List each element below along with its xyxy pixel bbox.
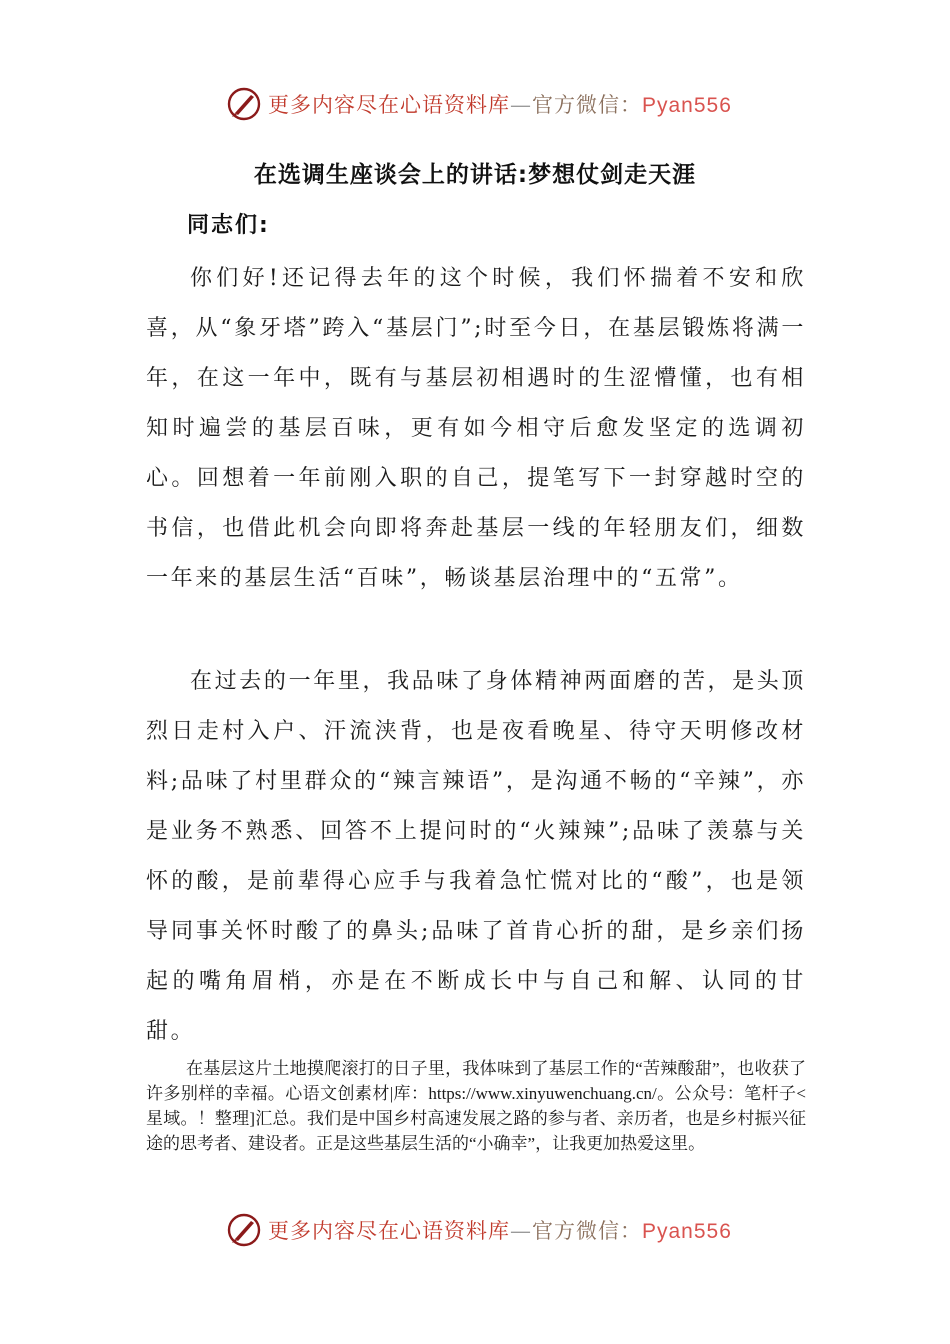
small-paragraph: 在基层这片土地摸爬滚打的日子里，我体味到了基层工作的“苦辣酸甜”，也收获了许多别样的幸福。心语文创素材|库：https://www.xinyuwenchuang.cn/。公众号：笔杆子<星域。！整理]汇总。我们是中国乡村高速发展之路的参与者、亲历者，也是乡村振兴征途的思考者、建设者。正是这些基层生活的“小确幸”，让我更加热爱这里。 xyxy=(146,1059,806,1153)
banner-text xyxy=(268,1215,732,1245)
header-banner xyxy=(226,82,732,126)
banner-wechat-label: 官方微信： xyxy=(532,93,642,117)
banner-wechat-id: Pyan556 xyxy=(642,94,732,117)
document-title: 在选调生座谈会上的讲话:梦想仗剑走天涯 xyxy=(253,162,697,188)
salutation: 同志们: xyxy=(187,213,270,238)
banner-main-text: 更多内容尽在心语资料库 xyxy=(268,93,510,117)
footer-banner xyxy=(226,1208,732,1252)
banner-dash: — xyxy=(510,1219,532,1243)
banner-main-text: 更多内容尽在心语资料库 xyxy=(268,1219,510,1243)
banner-dash: — xyxy=(510,93,532,117)
banner-text xyxy=(268,89,732,119)
body-paragraph-2: 在过去的一年里，我品味了身体精神两面磨的苦，是头顶烈日走村入户、汗流浃背，也是夜看晚星、待守天明修改材料;品味了村里群众的“辣言辣语”，是沟通不畅的“辛辣”，亦是业务不熟悉、回答不上提问时的“火辣辣”;品味了羡慕与关怀的酸，是前辈得心应手与我着急忙慌对比的“酸”，也是领导同事关怀时酸了的鼻头;品味了首肯心折的甜，是乡亲们扬起的嘴角眉梢，亦是在不断成长中与自己和解、认同的甘甜。 xyxy=(146,669,806,1044)
banner-wechat-label: 官方微信： xyxy=(532,1219,642,1243)
quill-pen-logo-icon xyxy=(226,1212,262,1248)
quill-pen-logo-icon xyxy=(226,86,262,122)
body-paragraph-1: 你们好!还记得去年的这个时候，我们怀揣着不安和欣喜，从“象牙塔”跨入“基层门”;时至今日，在基层锻炼将满一年，在这一年中，既有与基层初相遇时的生涩懵懂，也有相知时遍尝的基层百味，更有如今相守后愈发坚定的选调初心。回想着一年前刚入职的自己，提笔写下一封穿越时空的书信，也借此机会向即将奔赴基层一线的年轻朋友们，细数一年来的基层生活“百味”，畅谈基层治理中的“五常”。 xyxy=(146,266,806,591)
banner-wechat-id: Pyan556 xyxy=(642,1220,732,1243)
